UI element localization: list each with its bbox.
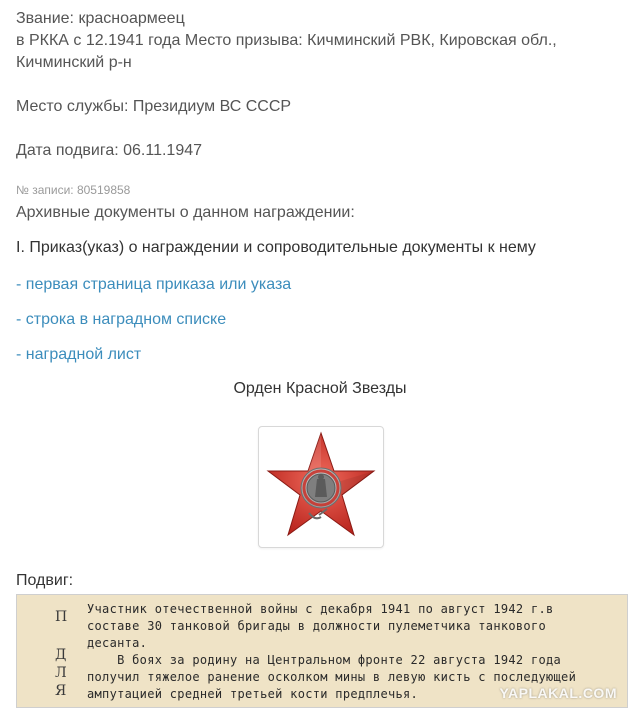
document-line: В боях за родину на Центральном фронте 22 августа 1942 года bbox=[87, 653, 562, 667]
archive-title: Архивные документы о данном награждении: bbox=[16, 204, 355, 221]
link-award-sheet[interactable]: - наградной лист bbox=[16, 346, 142, 363]
order-red-star-icon bbox=[259, 427, 383, 547]
conscription-line-2: Кичминский р-н bbox=[16, 54, 132, 71]
document-line: составе 30 танковой бригады в должности пулеметчика танкового bbox=[87, 619, 547, 633]
person-info bbox=[16, 8, 626, 162]
service-place: Место службы: Президиум ВС СССР bbox=[16, 98, 292, 115]
link-award-list-row[interactable]: - строка в наградном списке bbox=[16, 311, 227, 328]
watermark: YAPLAKAL.COM bbox=[499, 685, 617, 701]
document-line: ампутацией средней третьей кости предплечья. bbox=[87, 687, 419, 701]
link-first-page-order[interactable]: - первая страница приказа или указа bbox=[16, 276, 292, 293]
conscription-line-1: в РККА с 12.1941 года Место призыва: Кичминский РВК, Кировская обл., bbox=[16, 32, 557, 49]
section-title: I. Приказ(указ) о награждении и сопроводительные документы к нему bbox=[16, 239, 536, 256]
document-line: получил тяжелое ранение осколком мины в левую кисть с последующей bbox=[87, 670, 577, 684]
document-margin bbox=[21, 595, 77, 707]
rank-line: Звание: красноармеец bbox=[16, 10, 185, 27]
margin-letter: Я bbox=[55, 683, 67, 699]
document-line: десанта. bbox=[87, 636, 148, 650]
margin-letter: Д bbox=[55, 647, 67, 663]
award-name: Орден Красной Звезды bbox=[233, 380, 407, 397]
record-number: № записи: 80519858 bbox=[16, 183, 131, 197]
feat-title: Подвиг: bbox=[16, 572, 74, 589]
document-line: Участник отечественной войны с декабря 1941 по август 1942 г.в bbox=[87, 602, 554, 616]
award-image-box[interactable] bbox=[258, 426, 384, 548]
margin-letter: П bbox=[55, 609, 68, 625]
margin-letter: Л bbox=[55, 665, 67, 681]
feat-date: Дата подвига: 06.11.1947 bbox=[16, 142, 203, 159]
feat-document-scan bbox=[16, 594, 628, 708]
